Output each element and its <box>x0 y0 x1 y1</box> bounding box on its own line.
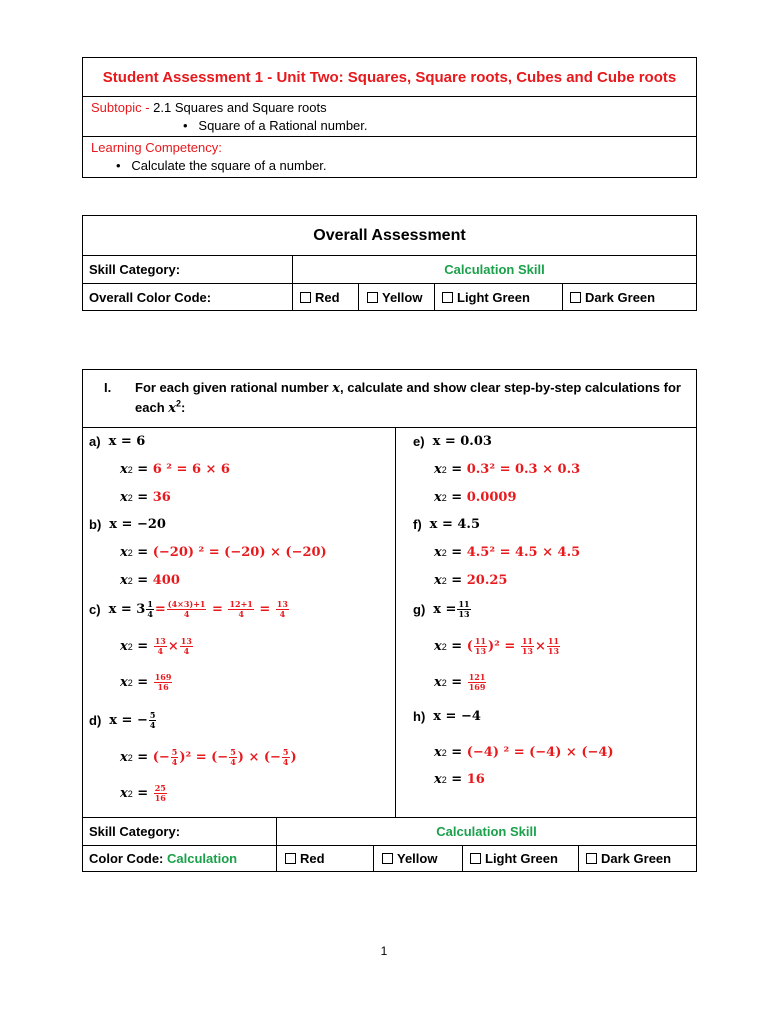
instruction-text-c: each <box>135 400 169 415</box>
problem-b-answer: 400 <box>152 573 180 588</box>
problem-h: h) x = −4 <box>413 709 481 724</box>
checkbox-icon[interactable] <box>285 853 296 864</box>
checkbox-icon[interactable] <box>367 292 378 303</box>
checkbox-icon[interactable] <box>382 853 393 864</box>
option-yellow[interactable]: Yellow <box>358 284 434 310</box>
problem-f: f) x = 4.5 <box>413 517 480 532</box>
skill-category-label: Skill Category: <box>89 262 181 277</box>
option-red[interactable]: Red <box>292 284 358 310</box>
problem-h-answer: 16 <box>466 772 485 787</box>
header-title-row <box>83 58 696 96</box>
subtopic-bullet: Square of a Rational number. <box>198 118 368 133</box>
overall-assessment-box <box>82 215 697 311</box>
footer-color-value: Calculation <box>167 851 238 866</box>
assessment-title: Student Assessment 1 - Unit Two: Squares, Square roots, Cubes and Cube roots <box>102 68 677 86</box>
checkbox-icon[interactable] <box>586 853 597 864</box>
problem-g: g) x = $\frac{11}{13}$ <box>413 599 470 619</box>
checkbox-icon[interactable] <box>470 853 481 864</box>
problem-a-step: 6 ² = 6 × 6 <box>152 462 230 477</box>
footer-option-light-green[interactable]: Light Green <box>462 846 578 871</box>
overall-color-label: Overall Color Code: <box>89 289 212 305</box>
problem-c-answer: $\frac{169}{16}$ <box>154 672 172 692</box>
instruction-text-b: , calculate and show clear step-by-step calculations for <box>339 380 681 395</box>
subtopic-row <box>83 96 696 136</box>
problem-c: c) x = 3 $\frac{1}{4}$ = $\frac{(4\times 3)+1}{4}$ = $\frac{12+1}{4}$ = $\frac{13}{4}$ <box>89 599 288 619</box>
problem-f-step: 4.5² = 4.5 × 4.5 <box>466 545 581 560</box>
section-number: I. <box>104 380 112 395</box>
footer-option-yellow[interactable]: Yellow <box>373 846 462 871</box>
problem-e-answer: 0.0009 <box>466 490 517 505</box>
problem-b: b) x = −20 <box>89 517 166 532</box>
footer-option-dark-green[interactable]: Dark Green <box>578 846 696 871</box>
option-light-green[interactable]: Light Green <box>434 284 562 310</box>
overall-title-row <box>83 216 696 255</box>
problem-g-answer: $\frac{121}{169}$ <box>468 672 486 692</box>
header-box <box>82 57 697 178</box>
overall-color-row <box>83 283 696 310</box>
skill-category-value: Calculation Skill <box>444 262 545 277</box>
problem-h-step: (−4) ² = (−4) × (−4) <box>466 745 614 760</box>
problem-d: d) x = − $\frac{5}{4}$ <box>89 710 156 730</box>
problem-d-answer: $\frac{25}{16}$ <box>154 783 166 803</box>
section-box <box>82 369 697 872</box>
competency-bullet: Calculate the square of a number. <box>131 158 327 173</box>
bullet-icon: • <box>183 118 188 133</box>
footer-skill-label: Skill Category: <box>89 824 181 839</box>
bullet-icon: • <box>116 158 121 173</box>
problem-a-answer: 36 <box>152 490 171 505</box>
footer-skill-value: Calculation Skill <box>436 824 537 839</box>
subtopic-label: Subtopic - <box>91 100 154 115</box>
overall-title: Overall Assessment <box>313 226 466 244</box>
option-dark-green[interactable]: Dark Green <box>562 284 696 310</box>
problem-b-step: (−20) ² = (−20) × (−20) <box>152 545 327 560</box>
subtopic-value: 2.1 Squares and Square roots <box>153 100 327 115</box>
competency-label: Learning Competency: <box>91 140 222 155</box>
footer-option-red[interactable]: Red <box>276 846 373 871</box>
checkbox-icon[interactable] <box>570 292 581 303</box>
footer-color-row <box>83 845 696 871</box>
page-number: 1 <box>380 944 388 958</box>
problems-area: a) x = 6 x 2 = 6 ² = 6 × 6 x 2 = 36 b) x = −20 x 2 = (−20) ² = (−20) × (−20) x 2 = 400 c) x = 3 $\frac{1}{4}$ = $\frac{(4\times 3)+1}{4}$ = $\frac{12+1}{4}$ = $\frac{13}{4}$ x 2 = $\frac{13}{4}$ × $\frac{13}{4}$ x 2 = $\frac{169}{16}$ d) x = − $\frac{5}{4}$ x 2 = (− $\frac{5}{4}$ )² = (− $\frac{5}{4}$ ) × (− $\frac{5}{4}$ ) x 2 = $\frac{25}{16}$ e) x = 0.03 x 2 = 0.3² = 0.3 × 0.3 x 2 = 0.0009 f) x = 4.5 x 2 = 4.5² = 4.5 × 4.5 x 2 = 20.25 g) x = $\frac{11}{13}$ x 2 = ( $\frac{11}{13}$ )² = $\frac{11}{13}$ × $\frac{11}{13}$ x 2 = $\frac{121}{169}$ h) x = −4 x 2 = (−4) ² = (−4) × (−4) x 2 = 16 <box>83 427 696 817</box>
checkbox-icon[interactable] <box>442 292 453 303</box>
problem-a: a) x = 6 <box>89 434 146 449</box>
problem-e-step: 0.3² = 0.3 × 0.3 <box>466 462 581 477</box>
problem-e: e) x = 0.03 <box>413 434 492 449</box>
problem-f-answer: 20.25 <box>466 573 508 588</box>
competency-row <box>83 136 696 177</box>
checkbox-icon[interactable] <box>300 292 311 303</box>
instruction-text-a: For each given rational number <box>135 380 333 395</box>
instruction-row: I. For each given rational number x, calculate and show clear step-by-step calculations for each $x^2$: <box>104 380 681 416</box>
instruction-var: x <box>332 381 340 396</box>
footer-skill-row <box>83 817 696 845</box>
overall-skill-row <box>83 255 696 283</box>
footer-color-label: Color Code: <box>89 851 164 866</box>
